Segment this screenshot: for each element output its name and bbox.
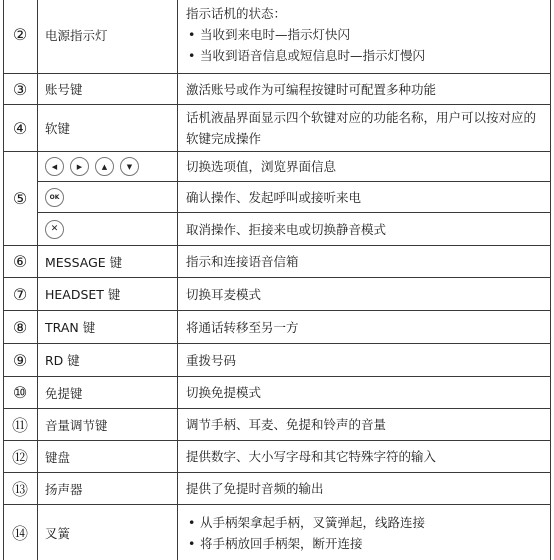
- table-row: [3, 311, 551, 344]
- row-number: ⑩: [12, 383, 28, 402]
- table-row: [3, 0, 551, 74]
- table-row: [3, 74, 551, 105]
- row-description: 取消操作、拒接来电或切换静音模式: [186, 221, 387, 237]
- row-name: 免提键: [45, 385, 83, 401]
- table-row: [3, 409, 551, 441]
- row-description: 确认操作、发起呼叫或接听来电: [186, 189, 362, 205]
- table-row: [3, 152, 551, 246]
- row-number: ②: [12, 25, 28, 44]
- x-icon: ✕: [45, 220, 64, 239]
- row-description: 提供了免提时音频的输出: [186, 481, 324, 496]
- table-row: [3, 473, 551, 505]
- left-arrow-icon: ◀: [45, 157, 64, 176]
- table-row: [3, 105, 551, 152]
- row-description: 切换耳麦模式: [186, 286, 262, 302]
- right-arrow-icon: ▶: [70, 157, 89, 176]
- row-name: HEADSET 键: [45, 287, 121, 302]
- sub-row: [38, 213, 551, 245]
- row-name: TRAN 键: [45, 320, 96, 335]
- row-name: 电源指示灯: [45, 27, 108, 43]
- row-name: 软键: [45, 121, 71, 136]
- row-description: 话机液晶界面显示四个软键对应的功能名称，用户可以按对应的软键完成操作: [186, 110, 537, 146]
- row-name: 扬声器: [45, 481, 83, 497]
- up-arrow-icon: ▲: [95, 157, 114, 176]
- table-row: [3, 441, 551, 473]
- bullet-item: • 将手柄放回手柄架，断开连接: [186, 533, 425, 554]
- row-name: MESSAGE 键: [45, 254, 123, 270]
- row-name: 键盘: [45, 449, 71, 465]
- row-number: ④: [12, 118, 28, 138]
- row-description: 调节手柄、耳麦、免提和铃声的音量: [186, 417, 387, 432]
- bullet-item: • 当收到来电时—指示灯快闪: [186, 24, 425, 45]
- bullet-item: • 当收到语音信息或短信息时—指示灯慢闪: [186, 45, 425, 66]
- function-table: [3, 0, 551, 560]
- table-row: [3, 377, 551, 409]
- sub-row: [38, 152, 551, 182]
- row-number: ⑦: [12, 284, 28, 304]
- row-number: ⑤: [12, 189, 28, 208]
- table-row: [3, 505, 551, 560]
- table-row: [3, 278, 551, 311]
- row-description: 提供数字、大小写字母和其它特殊字符的输入: [186, 449, 437, 464]
- row-description: [178, 0, 550, 73]
- row-number: ③: [12, 79, 28, 99]
- row-number: ⑧: [12, 317, 28, 337]
- row-number: ⑭: [11, 524, 28, 543]
- description-text: 指示话机的状态：: [186, 6, 287, 21]
- row-number: ⑬: [11, 480, 28, 499]
- sub-row: [38, 182, 551, 213]
- row-description: 将通话转移至另一方: [186, 319, 299, 335]
- bullet-list: [186, 512, 425, 554]
- down-arrow-icon: ▼: [120, 157, 139, 176]
- row-name: 叉簧: [45, 525, 71, 541]
- nav-keys: [38, 152, 177, 181]
- row-name: RD 键: [45, 353, 80, 368]
- bullet-list: [186, 24, 425, 66]
- table-row: [3, 246, 551, 278]
- row-number: ⑫: [11, 448, 28, 467]
- ok-key: [38, 182, 177, 212]
- cancel-key: [38, 213, 177, 245]
- ok-icon: OK: [45, 188, 64, 207]
- row-name: 账号键: [45, 82, 83, 97]
- row-description: [178, 505, 550, 560]
- row-description: 切换免提模式: [186, 385, 262, 400]
- row-number: ⑨: [12, 350, 28, 370]
- row-description: 指示和连接语音信箱: [186, 254, 299, 269]
- row-name: 音量调节键: [45, 417, 108, 433]
- bullet-item: • 从手柄架拿起手柄，叉簧弹起，线路连接: [186, 512, 425, 533]
- row-description: 切换选项值，浏览界面信息: [186, 159, 337, 174]
- table-row: [3, 344, 551, 377]
- row-description: 重拨号码: [186, 352, 237, 368]
- row-number: ⑪: [11, 416, 28, 435]
- row-description: 激活账号或作为可编程按键时可配置多种功能: [186, 81, 437, 97]
- row-number: ⑥: [12, 252, 28, 271]
